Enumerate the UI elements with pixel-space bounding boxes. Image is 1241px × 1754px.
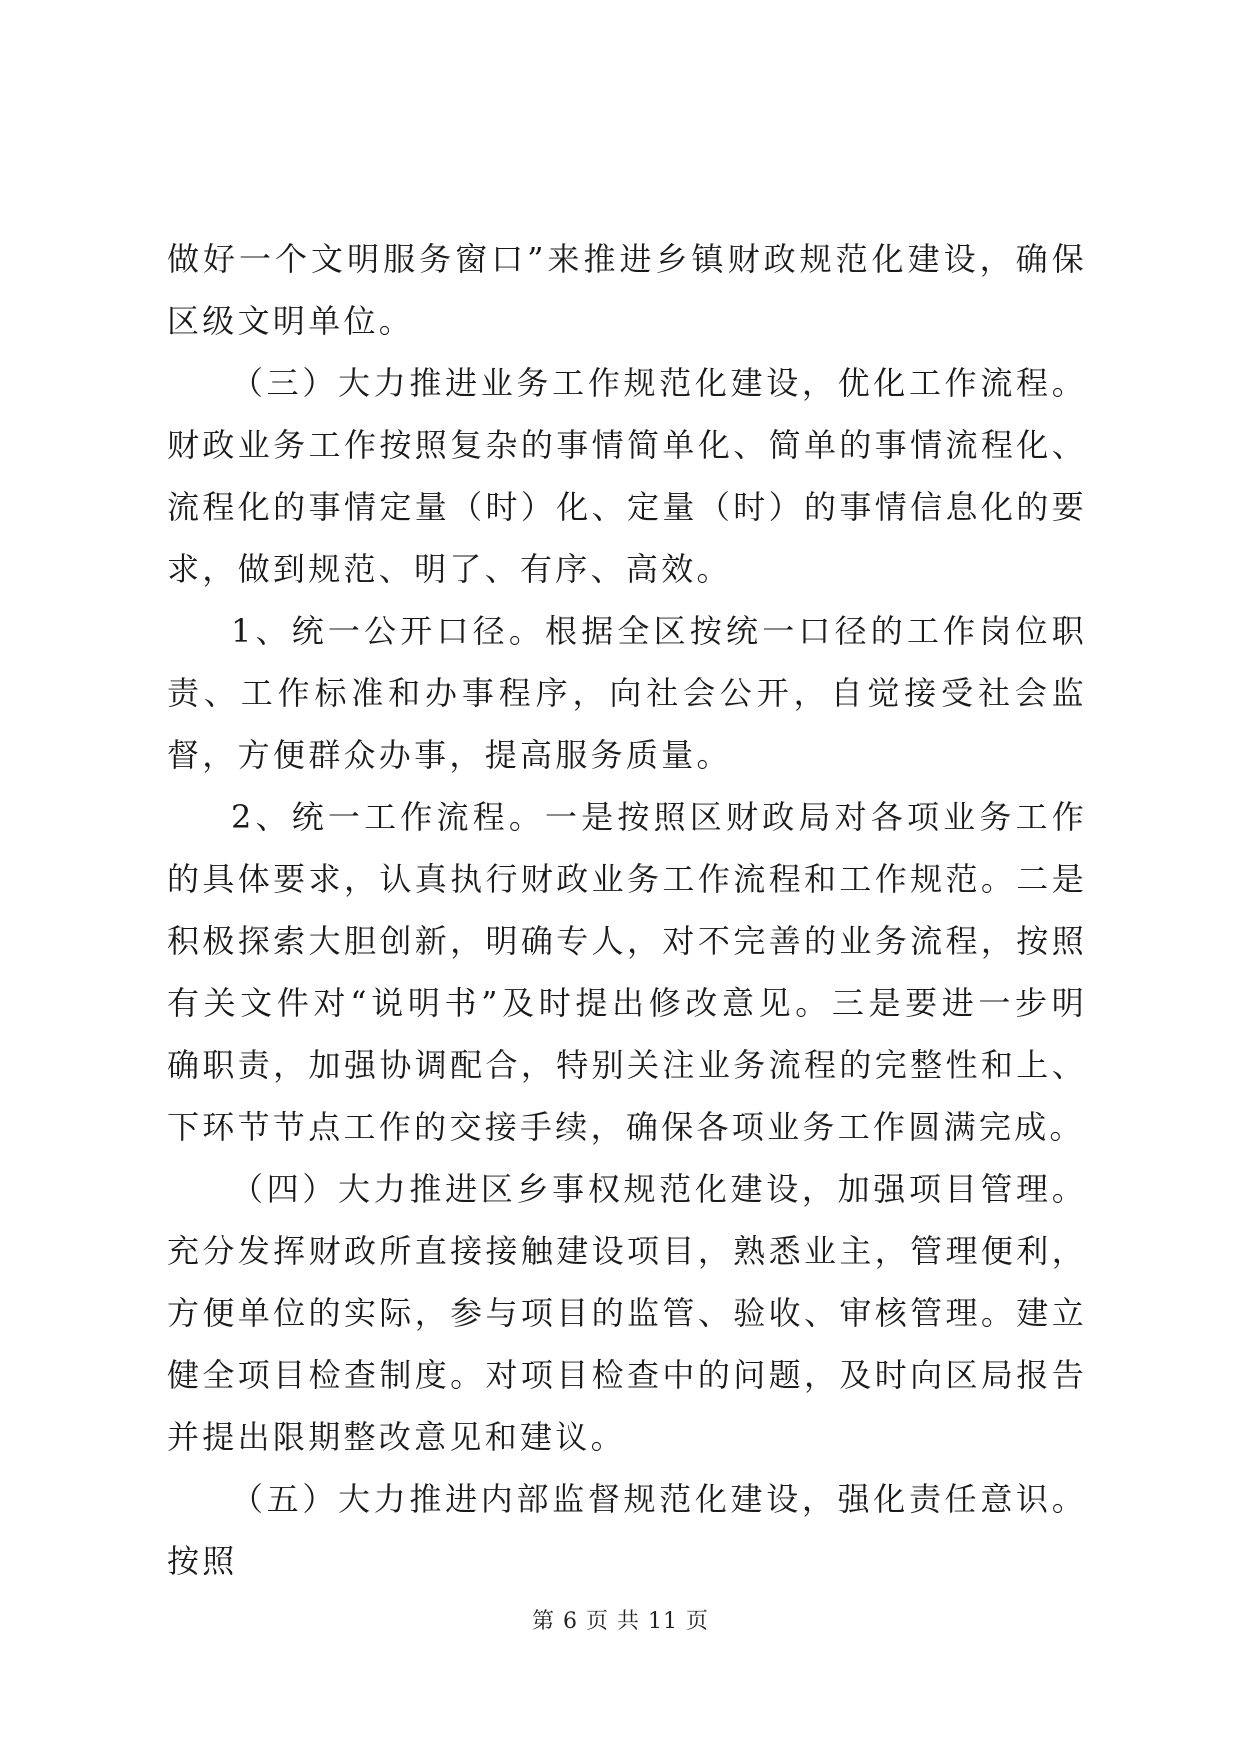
paragraph-section-four: （四）大力推进区乡事权规范化建设，加强项目管理。充分发挥财政所直接接触建设项目，熟悉业主，管理便利，方便单位的实际，参与项目的监管、验收、审核管理。建立健全项目检查制度。对项目检查中的问题，及时向区局报告并提出限期整改意见和建议。 [167,1170,1087,1456]
paragraph-item-two: 2、统一工作流程。一是按照区财政局对各项业务工作的具体要求，认真执行财政业务工作流程和工作规范。二是积极探索大胆创新，明确专人，对不完善的业务流程，按照有关文件对“说明书”及时提出修改意见。三是要进一步明确职责，加强协调配合，特别关注业务流程的完整性和上、下环节节点工作的交接手续，确保各项业务工作圆满完成。 [167,798,1087,1146]
document-body [167,228,1087,1592]
paragraph-item-one: 1、统一公开口径。根据全区按统一口径的工作岗位职责、工作标准和办事程序，向社会公开，自觉接受社会监督，方便群众办事，提高服务质量。 [167,612,1087,774]
paragraph-continuation: 做好一个文明服务窗口”来推进乡镇财政规范化建设，确保区级文明单位。 [167,240,1087,340]
paragraph-section-three: （三）大力推进业务工作规范化建设，优化工作流程。财政业务工作按照复杂的事情简单化、简单的事情流程化、流程化的事情定量（时）化、定量（时）的事情信息化的要求，做到规范、明了、有序、高效。 [167,364,1087,588]
paragraph-section-five: （五）大力推进内部监督规范化建设，强化责任意识。按照 [167,1480,1087,1580]
page-number-footer: 第 6 页 共 11 页 [532,1609,709,1634]
